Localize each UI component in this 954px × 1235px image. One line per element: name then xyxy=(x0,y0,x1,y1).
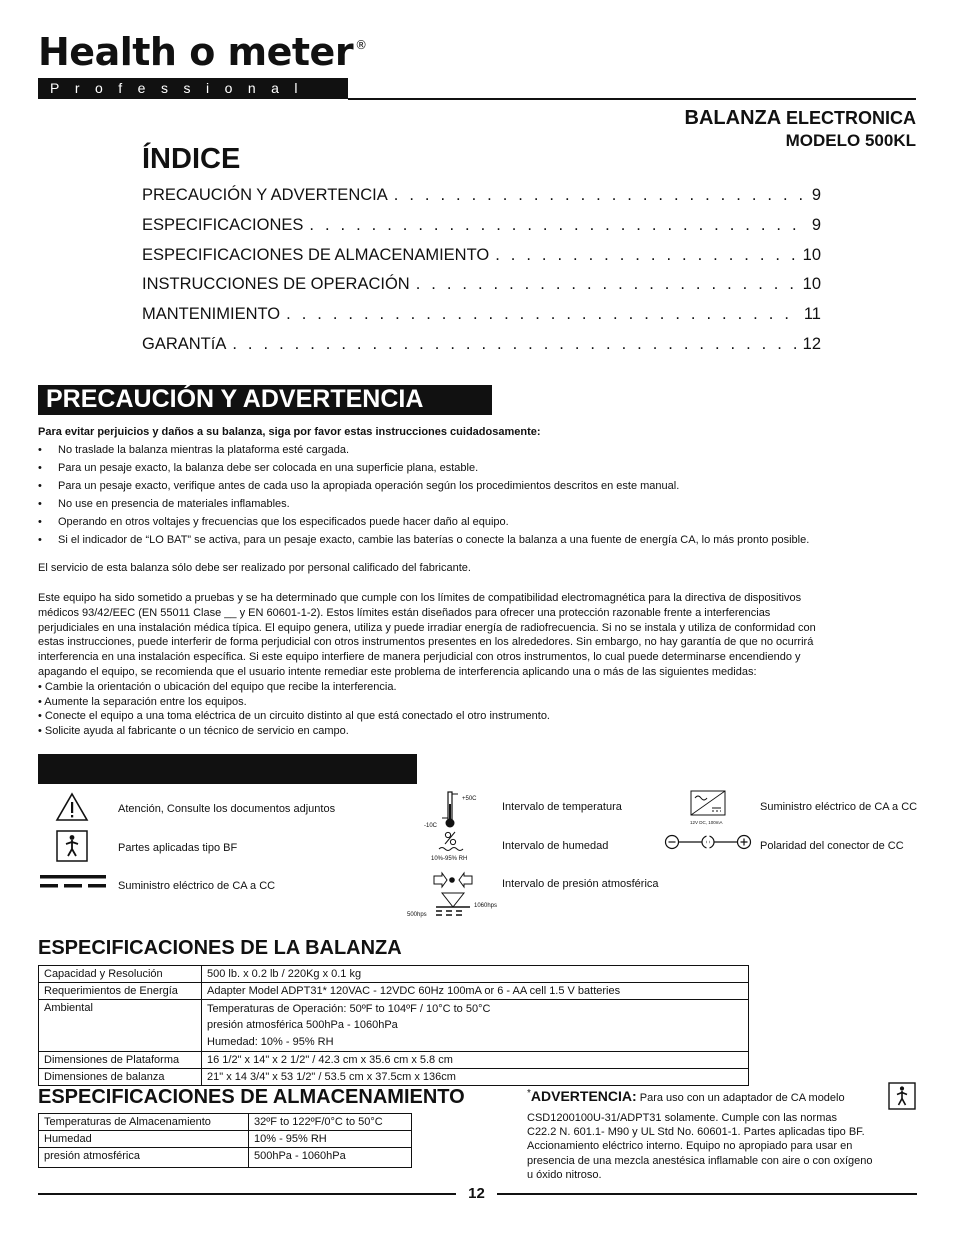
toc-leader xyxy=(309,216,805,235)
list-item: • Para un pesaje exacto, verifique antes de cada uso la apropiada operación según los procedimientos descritos en este manual. xyxy=(38,479,918,497)
symbol-attention-label: Atención, Consulte los documentos adjuntos xyxy=(118,803,336,815)
scale-specs-title: ESPECIFICACIONES DE LA BALANZA xyxy=(38,937,402,959)
dc-current-icon xyxy=(40,873,106,891)
footer-rule xyxy=(38,1193,456,1195)
humidity-range-icon xyxy=(436,830,466,854)
bf-applied-part-icon xyxy=(56,830,88,862)
bf-applied-part-icon xyxy=(888,1082,916,1110)
table-row: Dimensiones de Plataforma 16 1/2" x 14" x 2 1/2" / 42.3 cm x 35.6 cm x 5.8 cm xyxy=(39,1051,749,1068)
warning-text: CSD1200100U-31/ADPT31 solamente. Cumple con las normas C22.2 N. 601.1- M90 y UL Std No. 60601-1. Partes aplicadas tipo BF. Accionamiento eléctrico interno. Equipo no apropiado para usar en presencia de una mezcla anestésica inflamable con aire o con oxígeno u óxido nitroso. xyxy=(527,1112,873,1181)
symbol-temp-label: Intervalo de temperatura xyxy=(502,801,622,813)
toc-leader xyxy=(232,335,796,354)
warning-title: ADVERTENCIA: xyxy=(530,1088,637,1104)
warning-triangle-icon xyxy=(55,792,89,822)
table-row: Humedad 10% - 95% RH xyxy=(39,1131,412,1148)
brand-subtitle-band: Professional xyxy=(38,78,348,99)
symbol-adapter-label: Suministro eléctrico de CA a CC xyxy=(760,801,918,813)
symbols-section-band xyxy=(38,754,417,784)
table-row: Requerimientos de Energía Adapter Model ADPT31* 120VAC - 12VDC 60Hz 100mA or 6 - AA cell 1.5 V batteries xyxy=(39,983,749,1000)
table-row: Capacidad y Resolución 500 lb. x 0.2 lb / 220Kg x 0.1 kg xyxy=(39,966,749,983)
pressure-low-label: 500hps xyxy=(407,912,427,918)
table-row: Ambiental Temperaturas de Operación: 50ºF to 104ºF / 10°C to 50°C presión atmosférica 500hPa - 1060hPa Humedad: 10% - 95% RH xyxy=(39,1000,749,1052)
list-item: • Si el indicador de “LO BAT” se activa, para un pesaje exacto, cambie las baterías o conecte la balanza a una fuente de energía CA, lo más pronto posible. xyxy=(38,533,918,551)
footer-rule xyxy=(497,1193,917,1195)
humidity-range-label: 10%-95% RH xyxy=(431,856,468,862)
table-row: presión atmosférica 500hPa - 1060hPa xyxy=(39,1148,412,1168)
adapter-rating-label: 12V DC, 100mA xyxy=(690,820,723,825)
brand-name: Health o meter xyxy=(38,30,354,74)
pressure-high-label: 1060hps xyxy=(474,903,498,909)
symbol-bf-label: Partes aplicadas tipo BF xyxy=(118,842,238,854)
table-of-contents xyxy=(142,186,821,365)
scale-specs-table xyxy=(38,965,749,1086)
product-model: MODELO 500KL xyxy=(785,131,916,150)
toc-item[interactable]: ESPECIFICACIONES DE ALMACENAMIENTO . . . 10 xyxy=(142,246,821,276)
toc-leader xyxy=(416,275,797,294)
table-row: Dimensiones de balanza 21" x 14 3/4" x 53 1/2" / 53.5 cm x 37.5cm x 136cm xyxy=(39,1068,749,1085)
emc-paragraph: Este equipo ha sido sometido a pruebas y se ha determinado que cumple con los límites de compatibilidad electromagnética para la directiva de dispositivos médicos 93/42/EEC (EN 55011 Clase __ y EN 60601-1-2). Estos límites están diseñados para ofrecer una protección razonable frente a interferencias perjudiciales en una instalación médica típica. El equipo genera, utiliza y puede irradiar energía de radiofrecuencia. Si no se instala y utiliza de conformidad con estas instrucciones, puede interferir de forma perjudicial con otros instrumentos presentes en los alrededores. Sin embargo, no hay garantía de que no ocurrirá interferencia en una instalación específica. Si este equipo interfiere de manera perjudicial con otros instrumentos, lo cual puede determinarse encendiendo y apagando el equipo, se recomienda que el usuario intente remediar este problema de interferencia aplicando una o más de las siguientes medidas: • Cambie la orientación o ubicación del equipo que recibe la interferencia. • Aumente la separación entre los equipos. • Conecte el equipo a una toma eléctrica de un circuito distinto al que está conectado el otro instrumento. • Solicite ayuda al fabricante o un técnico de servicio en campo. xyxy=(38,592,816,738)
product-name: BALANZA ELECTRONICA xyxy=(684,107,916,129)
storage-specs-table xyxy=(38,1113,412,1168)
index-title: ÍNDICE xyxy=(142,143,241,175)
warning-note: *ADVERTENCIA: Para uso con un adaptador de CA modelo xyxy=(527,1088,845,1104)
temperature-range-icon xyxy=(440,790,460,830)
toc-item[interactable]: MANTENIMIENTO . . . 11 xyxy=(142,305,821,335)
symbol-pressure-label: Intervalo de presión atmosférica xyxy=(502,878,659,890)
caution-section-title: PRECAUCIÓN Y ADVERTENCIA xyxy=(38,385,492,415)
list-item: • Para un pesaje exacto, la balanza debe ser colocada en una superficie plana, estable. xyxy=(38,461,918,479)
symbol-dc-label: Suministro eléctrico de CA a CC xyxy=(118,880,276,892)
temp-high-label: +50C xyxy=(462,796,477,802)
registered-mark: ® xyxy=(355,38,367,52)
toc-item[interactable]: INSTRUCCIONES DE OPERACIÓN . . . 10 xyxy=(142,275,821,305)
symbol-polarity-label: Polaridad del conector de CC xyxy=(760,840,904,852)
toc-item[interactable]: GARANTíA . . . 12 xyxy=(142,335,821,365)
toc-leader xyxy=(394,186,806,205)
temp-low-label: -10C xyxy=(424,823,438,829)
caution-bullet-list xyxy=(38,443,918,551)
page-number: 12 xyxy=(468,1185,485,1202)
caution-intro: Para evitar perjuicios y daños a su balanza, siga por favor estas instrucciones cuidadosamente: xyxy=(38,426,541,438)
toc-item[interactable]: PRECAUCIÓN Y ADVERTENCIA . . . 9 xyxy=(142,186,821,216)
table-row: Temperaturas de Almacenamiento 32ºF to 122ºF/0°C to 50°C xyxy=(39,1114,412,1131)
list-item: • Operando en otros voltajes y frecuencias que los especificados puede hacer daño al equipo. xyxy=(38,515,918,533)
toc-leader xyxy=(495,246,796,265)
power-adapter-icon xyxy=(690,790,726,824)
pressure-range-icon xyxy=(432,871,474,917)
dc-polarity-icon xyxy=(664,833,752,851)
storage-specs-title: ESPECIFICACIONES DE ALMACENAMIENTO xyxy=(38,1086,465,1108)
toc-item[interactable]: ESPECIFICACIONES . . . 9 xyxy=(142,216,821,246)
toc-leader xyxy=(286,305,798,324)
brand-logo xyxy=(38,30,367,74)
list-item: • No traslade la balanza mientras la plataforma esté cargada. xyxy=(38,443,918,461)
list-item: • No use en presencia de materiales inflamables. xyxy=(38,497,918,515)
service-note: El servicio de esta balanza sólo debe ser realizado por personal calificado del fabricante. xyxy=(38,562,471,574)
header-rule xyxy=(348,98,916,100)
symbol-humidity-label: Intervalo de humedad xyxy=(502,840,609,852)
